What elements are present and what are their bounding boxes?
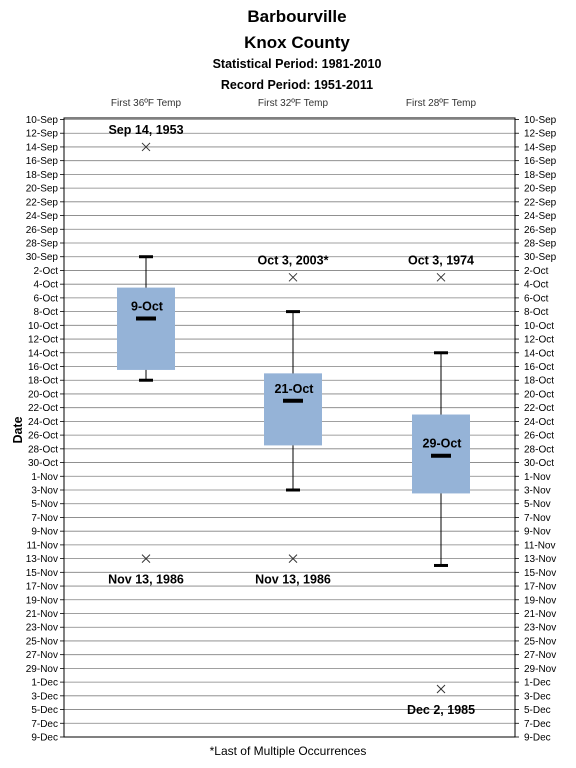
y-tick-label-right: 16-Sep <box>524 156 557 168</box>
y-tick-label-left: 9-Dec <box>31 732 58 744</box>
y-tick-label-right: 20-Sep <box>524 183 557 195</box>
chart-subtitle-line-2: Record Period: 1951-2011 <box>220 78 374 92</box>
record-early-label: Oct 3, 2003* <box>257 253 329 268</box>
y-tick-label-right: 25-Nov <box>524 636 557 648</box>
y-tick-label-right: 28-Sep <box>524 238 557 250</box>
footnote: *Last of Multiple Occurrences <box>209 744 367 758</box>
y-tick-label-right: 1-Dec <box>524 677 551 689</box>
y-tick-label-right: 18-Sep <box>524 169 557 181</box>
y-tick-label-right: 9-Dec <box>524 732 551 744</box>
y-tick-label-right: 9-Nov <box>524 526 551 538</box>
y-tick-label-left: 23-Nov <box>25 622 58 634</box>
category-label: First 36ºF Temp <box>110 98 182 109</box>
y-tick-label-right: 7-Dec <box>524 718 551 730</box>
y-tick-label-left: 16-Oct <box>27 362 58 373</box>
y-tick-label-left: 7-Nov <box>31 512 58 524</box>
y-tick-label-left: 28-Oct <box>27 444 58 456</box>
y-tick-label-left: 28-Sep <box>25 238 58 250</box>
y-tick-label-left: 26-Sep <box>25 224 58 236</box>
y-tick-label-right: 22-Oct <box>524 403 555 415</box>
y-tick-label-left: 29-Nov <box>25 663 58 675</box>
median-label: 29-Oct <box>422 436 462 451</box>
y-tick-label-right: 14-Sep <box>524 142 557 154</box>
y-tick-label-left: 14-Sep <box>25 142 58 154</box>
y-tick-label-left: 22-Sep <box>25 197 58 209</box>
y-axis-right <box>515 115 557 744</box>
y-tick-label-left: 7-Dec <box>31 718 58 730</box>
y-tick-label-left: 3-Dec <box>31 691 58 703</box>
y-tick-label-right: 22-Sep <box>524 197 557 209</box>
y-tick-label-right: 12-Sep <box>524 128 557 140</box>
y-tick-label-right: 10-Oct <box>524 320 555 332</box>
y-tick-label-left: 10-Sep <box>25 115 58 126</box>
record-early-label: Oct 3, 1974 <box>407 253 475 268</box>
y-tick-label-left: 30-Sep <box>25 252 58 264</box>
y-tick-label-right: 21-Nov <box>524 609 557 620</box>
y-tick-label-right: 7-Nov <box>524 512 551 524</box>
y-tick-label-left: 13-Nov <box>25 554 58 566</box>
y-tick-label-left: 15-Nov <box>25 567 58 579</box>
y-tick-label-left: 18-Oct <box>27 375 58 387</box>
y-tick-label-left: 9-Nov <box>31 526 58 538</box>
y-tick-label-right: 17-Nov <box>524 581 557 593</box>
record-late-label: Dec 2, 1985 <box>406 702 476 717</box>
y-tick-label-left: 4-Oct <box>33 279 58 291</box>
y-tick-label-right: 4-Oct <box>524 279 549 291</box>
y-tick-label-left: 1-Dec <box>31 677 58 689</box>
y-tick-label-right: 10-Sep <box>524 115 557 126</box>
record-early-marker <box>289 273 297 281</box>
y-tick-label-left: 17-Nov <box>25 581 58 593</box>
y-tick-label-right: 8-Oct <box>524 307 549 319</box>
y-tick-label-left: 30-Oct <box>27 458 58 470</box>
y-tick-label-right: 29-Nov <box>524 663 557 675</box>
y-axis-label: Date <box>11 416 25 444</box>
y-tick-label-right: 18-Oct <box>524 375 555 387</box>
y-tick-label-left: 24-Oct <box>27 416 58 428</box>
chart-subtitle-line-1: Statistical Period: 1981-2010 <box>212 57 382 71</box>
y-tick-label-left: 5-Dec <box>31 705 58 717</box>
y-tick-label-right: 24-Oct <box>524 416 555 428</box>
y-tick-label-left: 6-Oct <box>33 293 58 305</box>
y-tick-label-left: 21-Nov <box>25 609 58 620</box>
y-tick-label-left: 8-Oct <box>33 307 58 319</box>
y-tick-label-left: 16-Sep <box>25 156 58 168</box>
y-tick-label-left: 10-Oct <box>27 320 58 332</box>
y-tick-label-left: 3-Nov <box>31 485 58 497</box>
y-tick-label-right: 2-Oct <box>524 265 549 277</box>
chart-title-line-2: Knox County <box>244 33 350 52</box>
y-tick-label-right: 13-Nov <box>524 554 557 566</box>
y-tick-label-right: 26-Oct <box>524 430 555 442</box>
y-tick-label-right: 16-Oct <box>524 362 555 373</box>
y-tick-label-left: 12-Sep <box>25 128 58 140</box>
median-label: 21-Oct <box>274 381 314 396</box>
chart-title-line-1: Barbourville <box>247 7 347 26</box>
y-tick-label-right: 30-Oct <box>524 458 555 470</box>
y-tick-label-left: 24-Sep <box>25 211 58 223</box>
category-label: First 32ºF Temp <box>257 98 329 109</box>
y-tick-label-left: 5-Nov <box>31 499 58 511</box>
record-late-label: Nov 13, 1986 <box>255 572 331 587</box>
y-tick-label-right: 5-Dec <box>524 705 551 717</box>
y-tick-label-right: 27-Nov <box>524 650 557 662</box>
y-tick-label-right: 12-Oct <box>524 334 555 346</box>
y-tick-label-left: 27-Nov <box>25 650 58 662</box>
y-axis-left <box>26 115 64 744</box>
y-tick-label-right: 20-Oct <box>524 389 555 401</box>
median-label: 9-Oct <box>131 299 163 314</box>
y-tick-label-left: 14-Oct <box>27 348 58 360</box>
category-label: First 28ºF Temp <box>405 98 477 109</box>
y-tick-label-left: 2-Oct <box>33 265 58 277</box>
y-tick-label-left: 22-Oct <box>27 403 58 415</box>
series <box>108 123 475 717</box>
y-tick-label-right: 3-Dec <box>524 691 551 703</box>
series-group <box>407 253 475 717</box>
y-tick-label-right: 23-Nov <box>524 622 557 634</box>
y-tick-label-left: 18-Sep <box>25 169 58 181</box>
y-tick-label-left: 20-Sep <box>25 183 58 195</box>
y-tick-label-right: 1-Nov <box>524 471 551 483</box>
y-tick-label-right: 24-Sep <box>524 211 557 223</box>
series-group <box>255 253 331 586</box>
y-tick-label-right: 28-Oct <box>524 444 555 456</box>
category-labels <box>111 98 477 109</box>
record-early-marker <box>437 273 445 281</box>
y-tick-label-right: 15-Nov <box>524 567 557 579</box>
y-tick-label-right: 30-Sep <box>524 252 557 264</box>
y-tick-label-right: 6-Oct <box>524 293 549 305</box>
y-tick-label-left: 12-Oct <box>27 334 58 346</box>
y-tick-label-left: 25-Nov <box>25 636 58 648</box>
y-tick-label-right: 3-Nov <box>524 485 551 497</box>
record-early-label: Sep 14, 1953 <box>108 122 184 137</box>
y-tick-label-left: 1-Nov <box>31 471 58 483</box>
y-tick-label-left: 26-Oct <box>27 430 58 442</box>
record-late-marker <box>437 685 445 693</box>
y-tick-label-right: 11-Nov <box>524 540 556 552</box>
y-tick-label-right: 14-Oct <box>524 348 555 360</box>
y-tick-label-right: 26-Sep <box>524 224 557 236</box>
y-tick-label-left: 19-Nov <box>25 595 58 607</box>
y-tick-label-left: 11-Nov <box>26 540 58 552</box>
y-tick-label-right: 19-Nov <box>524 595 557 607</box>
record-late-label: Nov 13, 1986 <box>108 572 184 587</box>
y-tick-label-right: 5-Nov <box>524 499 551 511</box>
y-tick-label-left: 20-Oct <box>27 389 58 401</box>
